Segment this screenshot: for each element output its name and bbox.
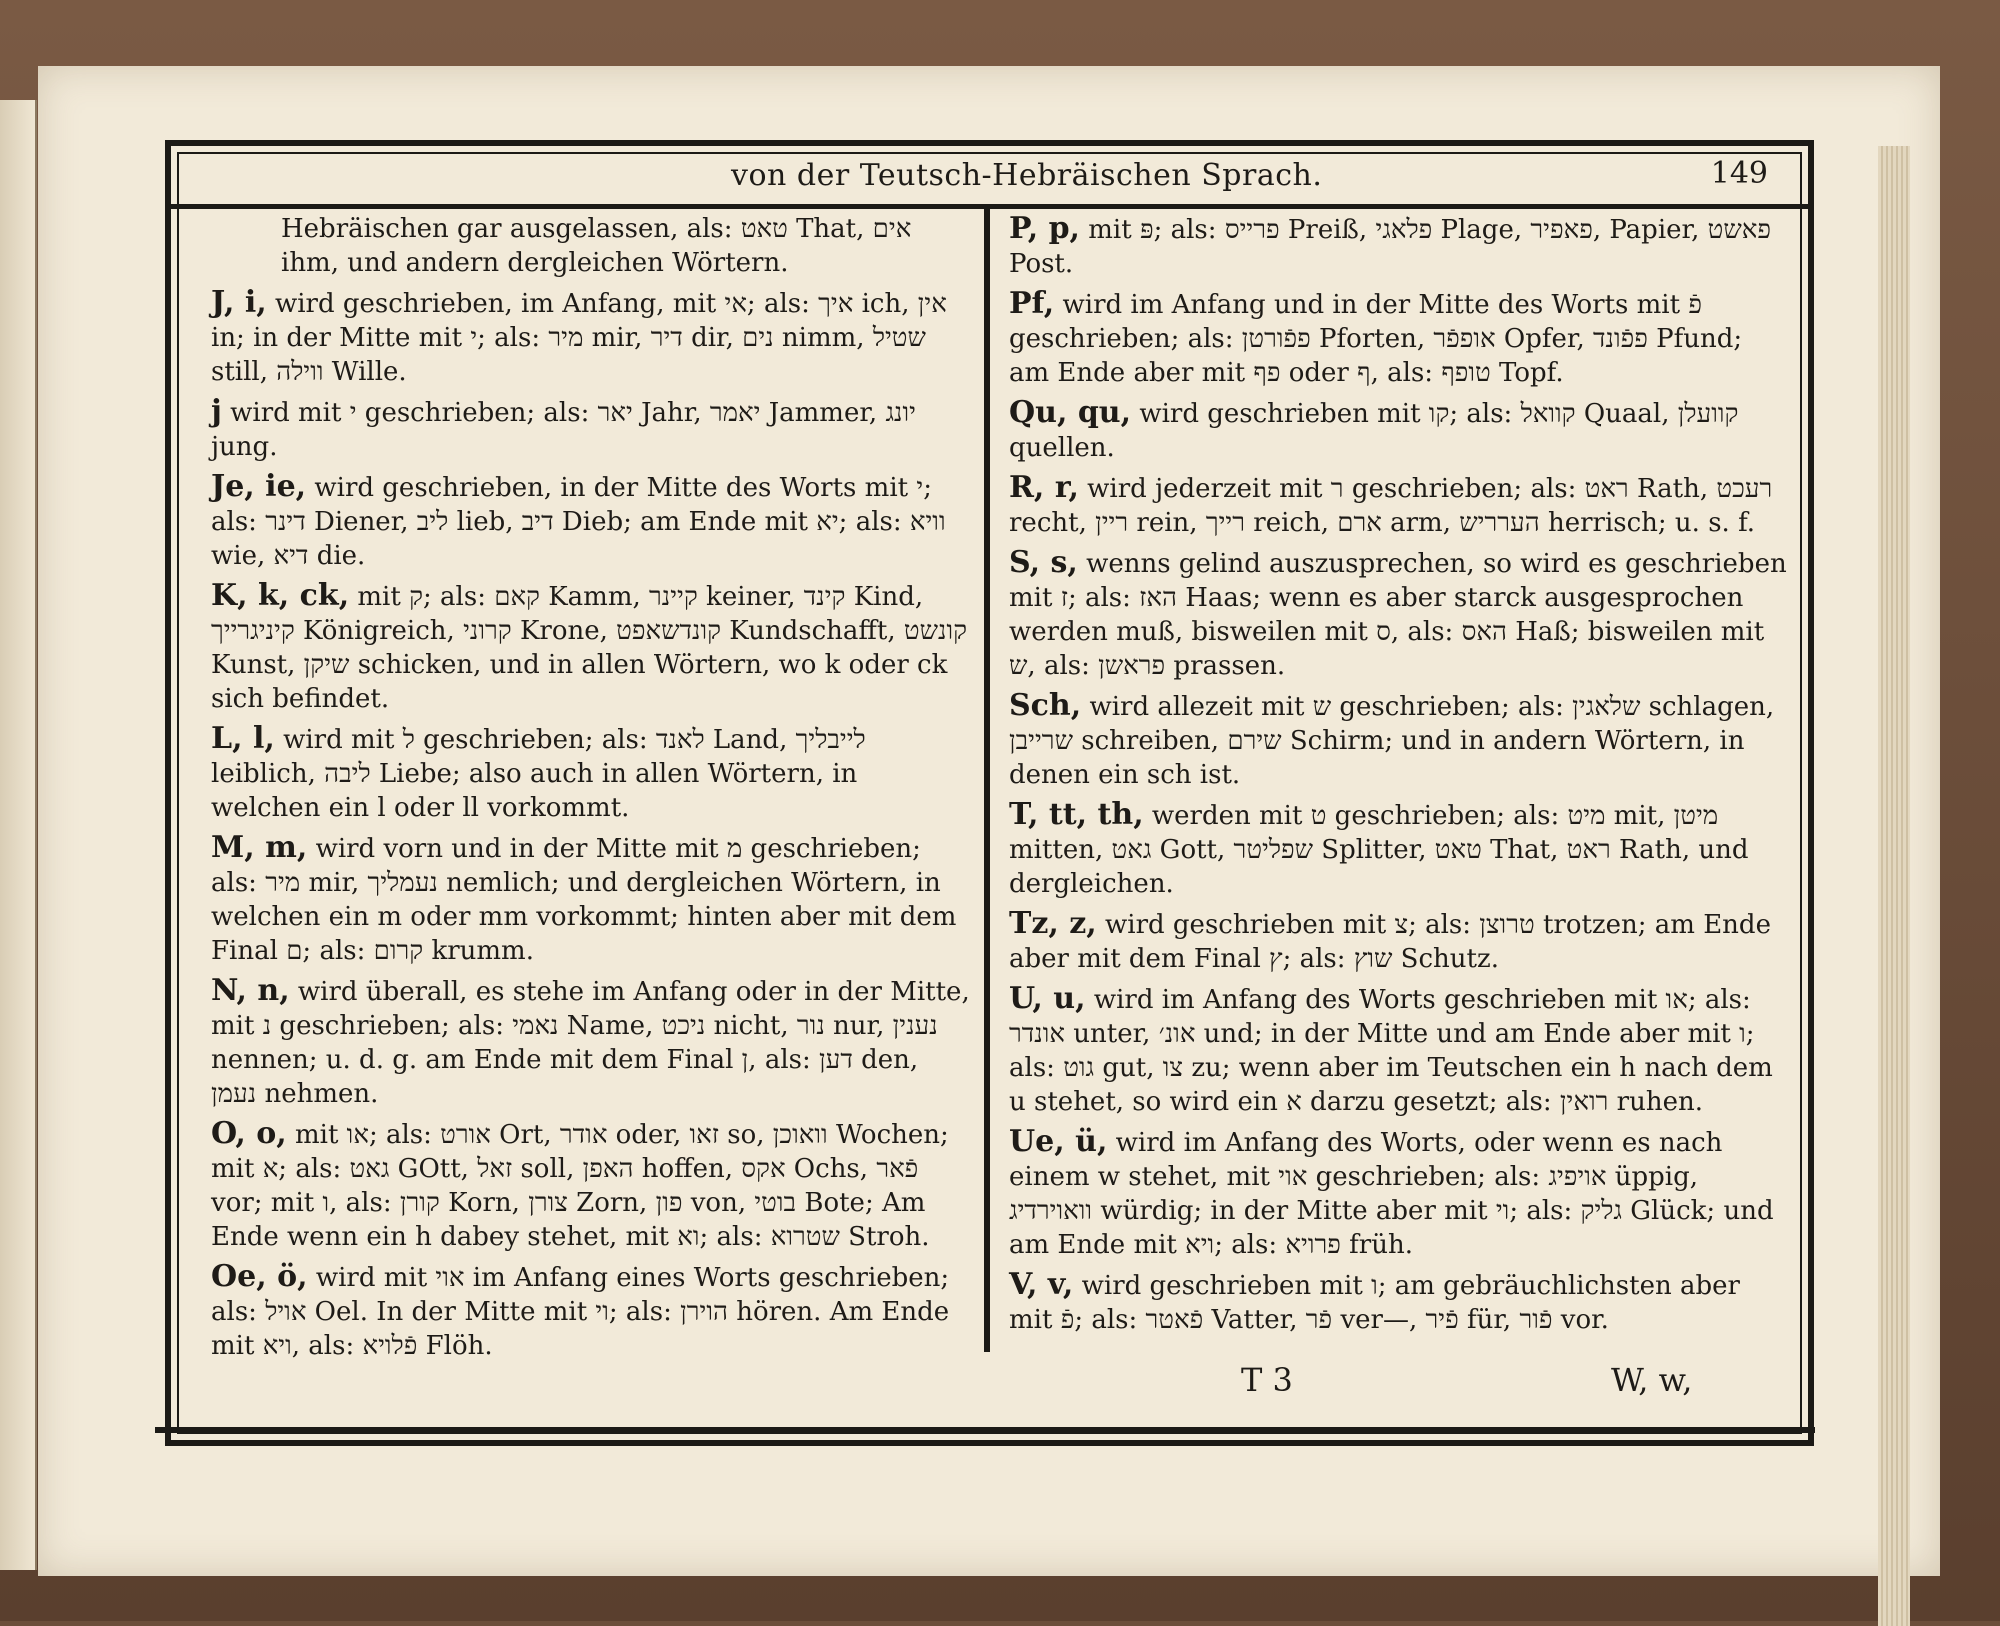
entry-text: wird überall, es stehe im Anfang oder in der Mitte, mit נ geschrieben; als: נאמי Name, ניכט nicht, נור nur, נענין nennen; u. d. g. am Ende mit dem Final ן, als: דען den, נעמן nehmen. [211, 977, 970, 1109]
entry-text: wird allezeit mit ש geschrieben; als: שלאגין schlagen, שרייבן schreiben, שירם Schirm; und in andern Wörtern, in denen ein sch ist. [1009, 692, 1775, 790]
entry-sch [1009, 689, 1787, 792]
entry-ie [211, 470, 971, 573]
entry-key: L, l, [211, 721, 275, 756]
entry-text: wird geschrieben mit קו; als: קוואל Quaal, קוועלן quellen. [1009, 399, 1739, 463]
entry-text: wird mit י geschrieben; als: יאר Jahr, יאמר Jammer, יונג jung. [211, 398, 916, 462]
entry-key: V, v, [1009, 1267, 1074, 1302]
entry-t [1009, 798, 1787, 901]
page-block-edge [1878, 146, 1910, 1626]
entry-text: mit או; als: אורט Ort, אודר oder, זאו so, וואוכן Wochen; mit א; als: גאט GOtt, זאל soll, האפן hoffen, אקס Ochs, פֿאר vor; mit ו, als: קורן Korn, צורן Zorn, פון von, בוטי Bote; Am Ende wenn ein h dabey stehet, mit וא; als: שטרוא Stroh. [211, 1120, 949, 1252]
entry-key: Je, ie, [211, 469, 307, 504]
entry-key: Oe, ö, [211, 1259, 308, 1294]
entry-text: wird geschrieben mit צ; als: טרוצן trotzen; am Ende aber mit dem Final ץ; als: שוץ Schutz. [1009, 910, 1771, 974]
entry-text: wird jederzeit mit ר geschrieben; als: ראט Rath, רעכט recht, ריין rein, רייך reich, ארם arm, הערריש herrisch; u. s. f. [1009, 474, 1773, 538]
column-divider [984, 204, 990, 1352]
signature-mark: T 3 [1241, 1361, 1293, 1399]
entry-u [1009, 982, 1787, 1119]
entry-j [211, 395, 971, 464]
entry-text: wird vorn und in der Mitte mit מ geschrieben; als: מיר mir, נעמליך nemlich; und dergleichen Wörtern, in welchen ein m oder mm vorkommt; hinten aber mit dem Final ם; als: קרום krumm. [211, 834, 957, 966]
entry-r [1009, 471, 1787, 540]
entry-text: mit ק; als: קאם Kamm, קיינר keiner, קינד Kind, קיניגרייך Königreich, קרוני Krone, קונדשאפט Kundschafft, קונשט Kunst, שיקן schicken, und in allen Wörtern, wo k oder ck sich befindet. [211, 582, 968, 714]
entry-key: T, tt, th, [1009, 797, 1144, 832]
entry-tz [1009, 907, 1787, 976]
entry-text: wird geschrieben, in der Mitte des Worts mit י; als: דינר Diener, ליב lieb, דיב Dieb; am Ende mit יא; als: וויא wie, דיא die. [211, 473, 946, 571]
entry-ue [1009, 1125, 1787, 1262]
entry-key: P, p, [1009, 211, 1081, 246]
entry-key: J, i, [211, 285, 267, 320]
entry-key: Tz, z, [1009, 906, 1097, 941]
entry-k [211, 579, 971, 716]
entry-key: Qu, qu, [1009, 395, 1132, 430]
entry-text: wenns gelind auszusprechen, so wird es geschrieben mit ז; als: האז Haas; wenn es aber starck ausgesprochen werden muß, bisweilen mit ס, als: האס Haß; bisweilen mit ש, als: פראשן prassen. [1009, 549, 1787, 681]
entry-text: werden mit ט geschrieben; als: מיט mit, מיטן mitten, גאט Gott, שפליטר Splitter, טאט That, ראט Rath, und dergleichen. [1009, 801, 1749, 899]
entry-p [1009, 212, 1787, 281]
facing-page-edge [0, 100, 37, 1570]
entry-pf [1009, 287, 1787, 390]
right-column [1009, 212, 1787, 1343]
entry-text: Hebräischen gar ausgelassen, als: טאט That, אים ihm, und andern dergleichen Wörtern. [281, 214, 912, 278]
entry-key: M, m, [211, 830, 308, 865]
page-number: 149 [1710, 156, 1768, 191]
entry-s [1009, 546, 1787, 683]
entry-text: wird mit ל geschrieben; als: לאנד Land, לייבליך leiblich, ליבה Liebe; also auch in allen Wörtern, in welchen ein l oder ll vorkommt. [211, 725, 866, 823]
entry-l [211, 722, 971, 825]
entry-text: wird mit אוי im Anfang eines Worts geschrieben; als: אויל Oel. In der Mitte mit וי; als: הוירן hören. Am Ende mit ויא, als: פֿלויא Flöh. [211, 1263, 950, 1361]
entry-key: O, o, [211, 1116, 287, 1151]
entry-continuation [211, 212, 971, 280]
entry-key: S, s, [1009, 545, 1078, 580]
entry-text: mit פּ; als: פרייס Preiß, פלאגי Plage, פאפיר, Papier, פאשט Post. [1009, 215, 1771, 279]
entry-qu [1009, 396, 1787, 465]
catchword: W, w, [1611, 1361, 1693, 1399]
entry-key: K, k, ck, [211, 578, 350, 613]
entry-oe [211, 1260, 971, 1363]
entry-key: U, u, [1009, 981, 1086, 1016]
entry-key: N, n, [211, 973, 290, 1008]
entry-key: Sch, [1009, 688, 1082, 723]
page-header [171, 146, 1808, 209]
entry-n [211, 974, 971, 1111]
running-title: von der Teutsch-Hebräischen Sprach. [731, 158, 1323, 193]
entry-text: wird im Anfang des Worts geschrieben mit או; als: אונדר unter, אונ׳ und; in der Mitte und am Ende aber mit ו; als: גוט gut, צו zu; wenn aber im Teutschen ein h nach dem u stehet, so wird ein א darzu gesetzt; als: רואין ruhen. [1009, 985, 1773, 1117]
entry-key: Pf, [1009, 286, 1055, 321]
entry-key: j [211, 394, 222, 429]
entry-key: R, r, [1009, 470, 1079, 505]
entry-m [211, 831, 971, 968]
text-frame [165, 140, 1814, 1446]
entry-text: wird geschrieben, im Anfang, mit אי; als: איך ich, אין in; in der Mitte mit י; als: מיר mir, דיר dir, נים nimm, שטיל still, ווילה Wille. [211, 289, 947, 387]
bottom-rule [155, 1427, 1815, 1433]
left-column [211, 212, 971, 1369]
entry-i [211, 286, 971, 389]
entry-text: wird im Anfang des Worts, oder wenn es nach einem w stehet, mit אוי geschrieben; als: אויפיג üppig, וואוירדיג würdig; in der Mitte aber mit וי; als: גליק Glück; und am Ende mit ויא; als: פרויא früh. [1009, 1128, 1774, 1260]
entry-text: wird geschrieben mit ו; am gebräuchlichsten aber mit פֿ; als: פֿאטר Vatter, פֿר ver—, פֿיר für, פֿור vor. [1009, 1271, 1740, 1335]
entry-key: Ue, ü, [1009, 1124, 1108, 1159]
entry-v [1009, 1268, 1787, 1337]
entry-o [211, 1117, 971, 1254]
entry-text: wird im Anfang und in der Mitte des Worts mit פֿ geschrieben; als: פפֿורטן Pforten, אופפֿר Opfer, פפֿונד Pfund; am Ende aber mit פף oder ף, als: טופף Topf. [1009, 290, 1743, 388]
